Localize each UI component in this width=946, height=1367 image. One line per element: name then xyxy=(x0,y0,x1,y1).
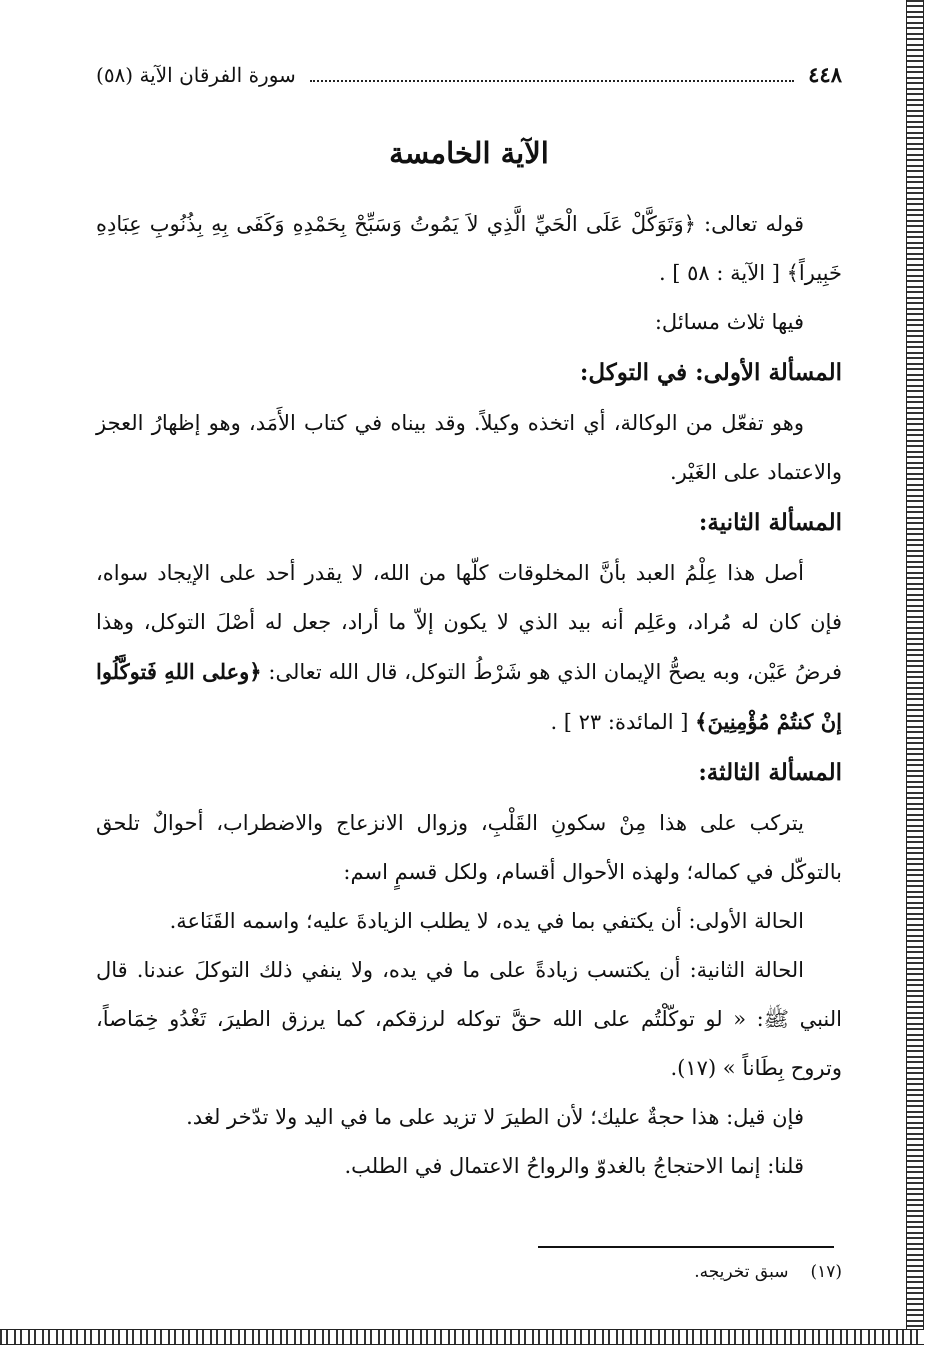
issue2-heading: المسألة الثانية: xyxy=(698,509,842,536)
page-number: ٤٤٨ xyxy=(808,62,842,87)
issue2-text: أصل هذا عِلْمُ العبد بأنَّ المخلوقات كلّها من الله، لا يقدر أحد على الإيجاد سواه، فإن كان له مُراد، وعَلِم أنه بيد الذي لا يكون إلاّ ما أراد، جعل له أصْلَ التوكل، وهذا فرضُ عَيْن، وبه يصحُّ الإيمان الذي هو شَرْطُ التوكل، قال الله تعالى: xyxy=(96,561,843,684)
book-page xyxy=(96,62,842,1191)
issues-intro: فيها ثلاث مسائل: xyxy=(654,310,804,334)
issue3-reply: قلنا: إنما الاحتجاجُ بالغدوّ والرواحُ الاعتمال في الطلب. xyxy=(344,1154,804,1178)
intro-paragraph xyxy=(96,200,842,298)
issue3-heading: المسألة الثالثة: xyxy=(698,759,842,786)
running-header xyxy=(96,62,842,102)
issue3-state1: الحالة الأولى: أن يكتفي بما في يده، لا يطلب الزيادةَ عليه؛ واسمه القَنَاعة. xyxy=(169,909,804,933)
decorative-border-right xyxy=(906,0,924,1332)
section-title: الآية الخامسة xyxy=(389,136,549,170)
surah-reference: سورة الفرقان الآية (٥٨) xyxy=(96,63,296,87)
footnote-number: (١٧) xyxy=(810,1262,842,1282)
footnote xyxy=(694,1262,842,1282)
issue1-text: وهو تفعّل من الوكالة، أي اتخذه وكيلاً. وقد بيناه في كتاب الأَمَد، وهو إظهارُ العجز والاعتماد على الغَيْر. xyxy=(96,411,842,484)
intro-verse-ref: [ الآية : ٥٨ ] . xyxy=(658,261,787,285)
intro-lead: قوله تعالى: xyxy=(695,212,804,236)
issue3-text: يتركب على هذا مِنْ سكونِ القَلْبِ، وزوال الانزعاج والاضطراب، أحوالٌ تلحق بالتوكّل في كماله؛ ولهذه الأحوال أقسام، ولكل قسمٍ اسم: xyxy=(96,811,842,884)
footnote-separator xyxy=(538,1246,834,1248)
header-dot-leader xyxy=(310,80,794,82)
footnote-text: سبق تخريجه. xyxy=(694,1262,789,1282)
issue2-paragraph xyxy=(96,549,842,747)
issue2-verse: ﴿وعلى اللهِ فَتوكَّلُوا إنْ كنتُمْ مُؤْمِنِينَ﴾ xyxy=(96,659,842,734)
decorative-border-bottom xyxy=(0,1329,924,1345)
issue3-objection: فإن قيل: هذا حجةٌ عليك؛ لأن الطيرَ لا تزيد على ما في اليد ولا تدّخر لغد. xyxy=(186,1105,804,1129)
issue3-state2: الحالة الثانية: أن يكتسب زيادةً على ما في يده، ولا ينفي ذلك التوكلَ عندنا. قال النبي ﷺ: « لو توكّلْتُم على الله حقَّ توكله لرزقكم، كما يرزق الطيرَ، تَغْدُو خِمَاصاً، وتروح بِطَاناً » (١٧). xyxy=(96,958,842,1080)
issue1-heading: المسألة الأولى: في التوكل: xyxy=(579,359,842,386)
issue2-verse-ref: [ المائدة: ٢٣ ] . xyxy=(550,710,696,734)
intro-verse: ﴿وَتَوَكَّلْ عَلَى الْحَيِّ الَّذِي لاَ يَمُوتُ وَسَبِّحْ بِحَمْدِهِ وَكَفَى بِهِ بِذُنُوبِ عِبَادِهِ خَبِيراً﴾ xyxy=(96,212,842,285)
